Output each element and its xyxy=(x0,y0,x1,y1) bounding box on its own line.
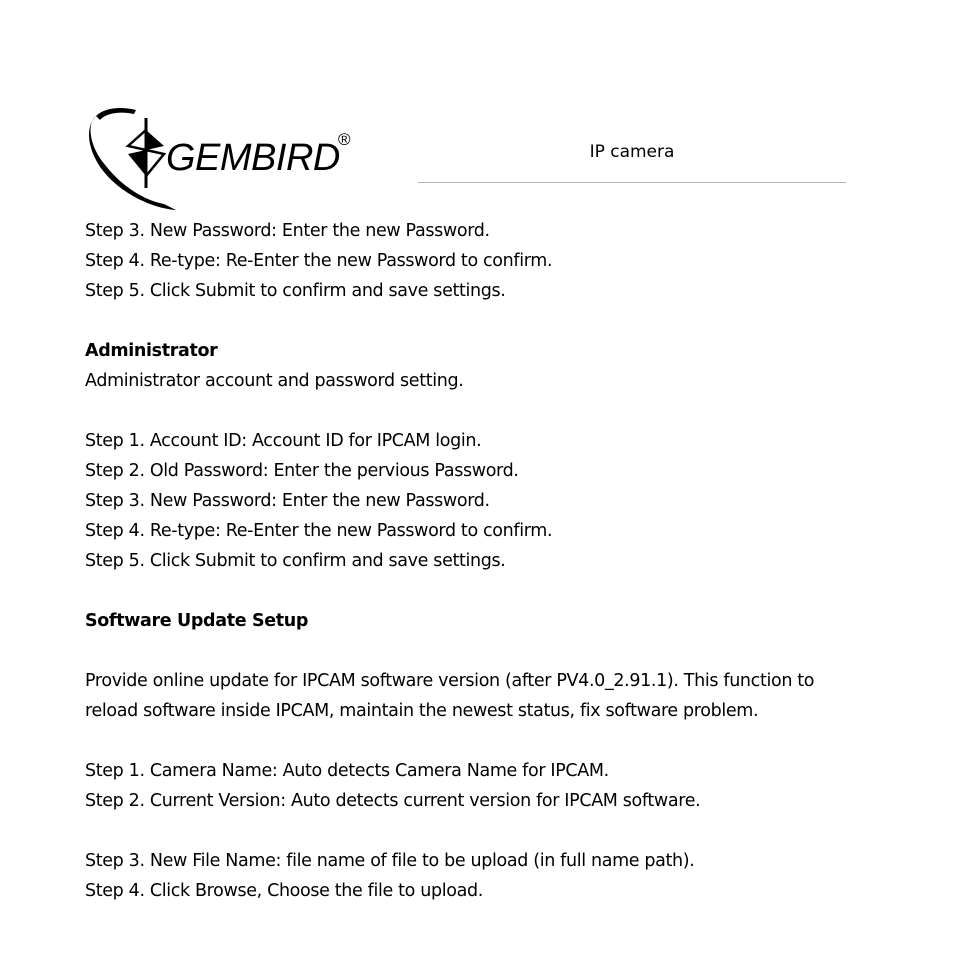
software-update-description-line-2: reload software inside IPCAM, maintain the newest status, fix software problem. xyxy=(85,701,759,721)
header-caption: IP camera xyxy=(589,142,675,162)
update-step-2: Step 2. Current Version: Auto detects current version for IPCAM software. xyxy=(85,791,701,811)
user-step-4: Step 4. Re-type: Re-Enter the new Password to confirm. xyxy=(85,251,553,271)
admin-step-4: Step 4. Re-type: Re-Enter the new Password to confirm. xyxy=(85,521,553,541)
logo-registered-mark: ® xyxy=(338,130,351,149)
admin-step-5: Step 5. Click Submit to confirm and save settings. xyxy=(85,551,506,571)
administrator-description: Administrator account and password setting. xyxy=(85,371,464,391)
gembird-logo xyxy=(86,100,358,212)
header-rule xyxy=(418,182,846,183)
logo-swoosh-icon xyxy=(89,116,176,210)
software-update-heading: Software Update Setup xyxy=(85,611,309,631)
admin-step-2: Step 2. Old Password: Enter the pervious Password. xyxy=(85,461,519,481)
update-step-3: Step 3. New File Name: file name of file to be upload (in full name path). xyxy=(85,851,695,871)
update-step-1: Step 1. Camera Name: Auto detects Camera Name for IPCAM. xyxy=(85,761,609,781)
user-step-3: Step 3. New Password: Enter the new Password. xyxy=(85,221,490,241)
logo-compass-icon xyxy=(128,118,164,188)
administrator-heading: Administrator xyxy=(85,341,218,361)
update-step-4: Step 4. Click Browse, Choose the file to upload. xyxy=(85,881,483,901)
admin-step-1: Step 1. Account ID: Account ID for IPCAM login. xyxy=(85,431,482,451)
logo-wordmark: GEMBIRD xyxy=(166,137,340,179)
user-step-5: Step 5. Click Submit to confirm and save settings. xyxy=(85,281,506,301)
software-update-description-line-1: Provide online update for IPCAM software version (after PV4.0_2.91.1). This function to xyxy=(85,671,815,691)
admin-step-3: Step 3. New Password: Enter the new Password. xyxy=(85,491,490,511)
